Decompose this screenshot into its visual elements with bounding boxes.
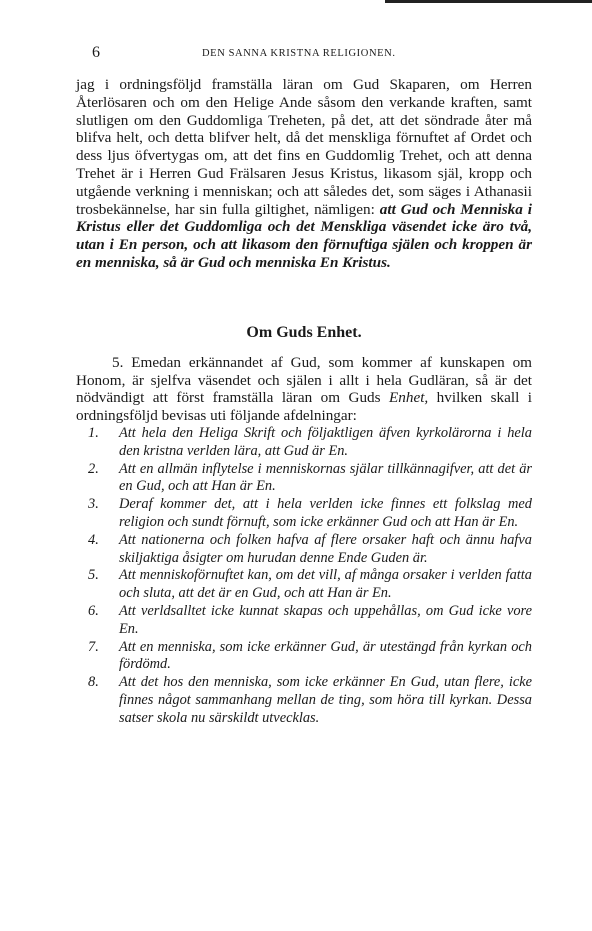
thesis-list: [76, 425, 532, 728]
section-intro-text-end: hvilken skall i ordningsföljd bevisas uti följande afdelningar:: [76, 389, 532, 425]
book-page: [76, 44, 532, 728]
list-item-text: Att det hos den menniska, som icke erkänner En Gud, utan flere, icke finnes något sammanhang mellan de ting, som höra till kyrkan. Dessa satser skola nu särskildt utvecklas.: [119, 674, 532, 726]
running-head: DEN SANNA KRISTNA RELIGIONEN.: [202, 48, 396, 59]
list-item-text: Att en allmän inflytelse i menniskornas själar tillkännagifver, att det är en Gud, och att Han är En.: [119, 460, 532, 495]
list-item: [76, 674, 532, 727]
list-item-text: Att nationerna och folken hafva af flere orsaker haft och ännu hafva skiljaktiga åsigter om hurudan denne Ende Guden är.: [119, 531, 532, 566]
opening-paragraph-text: jag i ordningsföljd framställa läran om Gud Skaparen, om Herren Återlösaren och om den Helige Ande såsom den verkande kraften, samt slutligen om den Guddomliga Treheten, på det, att det söndrade åter må blifva helt, och detta blifver helt, då det menskliga förnuftet af Ordet och dess ljus öfvertygas om, att det fins en Guddomlig Trehet, och att denna Trehet är i Herren Gud Frälsaren Jesus Kristus, likasom själ, kropp och utgående verkning i menniskan; och att således det, som säges i Athanasii trosbekännelse, har sin fulla giltighet, nämligen:: [76, 76, 532, 218]
opening-paragraph-emphasis: att Gud och Menniska i Kristus eller det Guddomliga och det Menskliga väsendet icke äro två, utan i En person, och att likasom den förnuftiga själen och kroppen är en menniska, så är Gud och menniska En Kristus.: [76, 200, 533, 271]
list-item-number: 4.: [88, 531, 99, 548]
page-header: [76, 44, 532, 68]
section-intro-text: 5. Emedan erkännandet af Gud, som kommer af kunskapen om Honom, är sjelfva väsendet och själen i allt i hela Gudläran, så är det nödvändigt att först framställa läran om Guds: [76, 353, 532, 407]
list-item-text: Att en menniska, som icke erkänner Gud, är utestängd från kyrkan och fördömd.: [119, 638, 532, 673]
list-item-text: Att hela den Heliga Skrift och följaktligen äfven kyrkolärorna i hela den kristna verlden lära, att Gud är En.: [119, 424, 532, 459]
list-item-number: 1.: [88, 424, 99, 441]
top-edge-rule: [385, 0, 592, 3]
list-item: [76, 639, 532, 675]
list-item-number: 6.: [88, 602, 99, 619]
list-item: [76, 603, 532, 639]
list-item-number: 5.: [88, 567, 99, 584]
list-item-text: Att verldsalltet icke kunnat skapas och uppehållas, om Gud icke vore En.: [119, 602, 532, 637]
list-item-text: Att menniskoförnuftet kan, om det vill, af många orsaker i verlden fatta och sluta, att det är en Gud, och att Han är En.: [119, 567, 532, 602]
list-item: [76, 532, 532, 568]
list-item-number: 2.: [88, 460, 99, 477]
list-item: [76, 567, 532, 603]
section-heading: Om Guds Enhet.: [246, 323, 362, 341]
opening-paragraph: [76, 76, 532, 272]
list-item-number: 8.: [88, 674, 99, 691]
list-item-number: 3.: [88, 496, 99, 513]
list-item-number: 7.: [88, 638, 99, 655]
section-intro-italic: Enhet,: [388, 389, 429, 407]
list-item: [76, 461, 532, 497]
list-item-text: Deraf kommer det, att i hela verlden icke finnes ett folkslag med religion och sundt förnuft, som icke erkänner Gud och att Han är En.: [119, 496, 532, 530]
list-item: [76, 496, 532, 532]
section-intro-paragraph: [76, 354, 532, 425]
page-number: 6: [92, 44, 100, 61]
list-item: [76, 425, 532, 461]
